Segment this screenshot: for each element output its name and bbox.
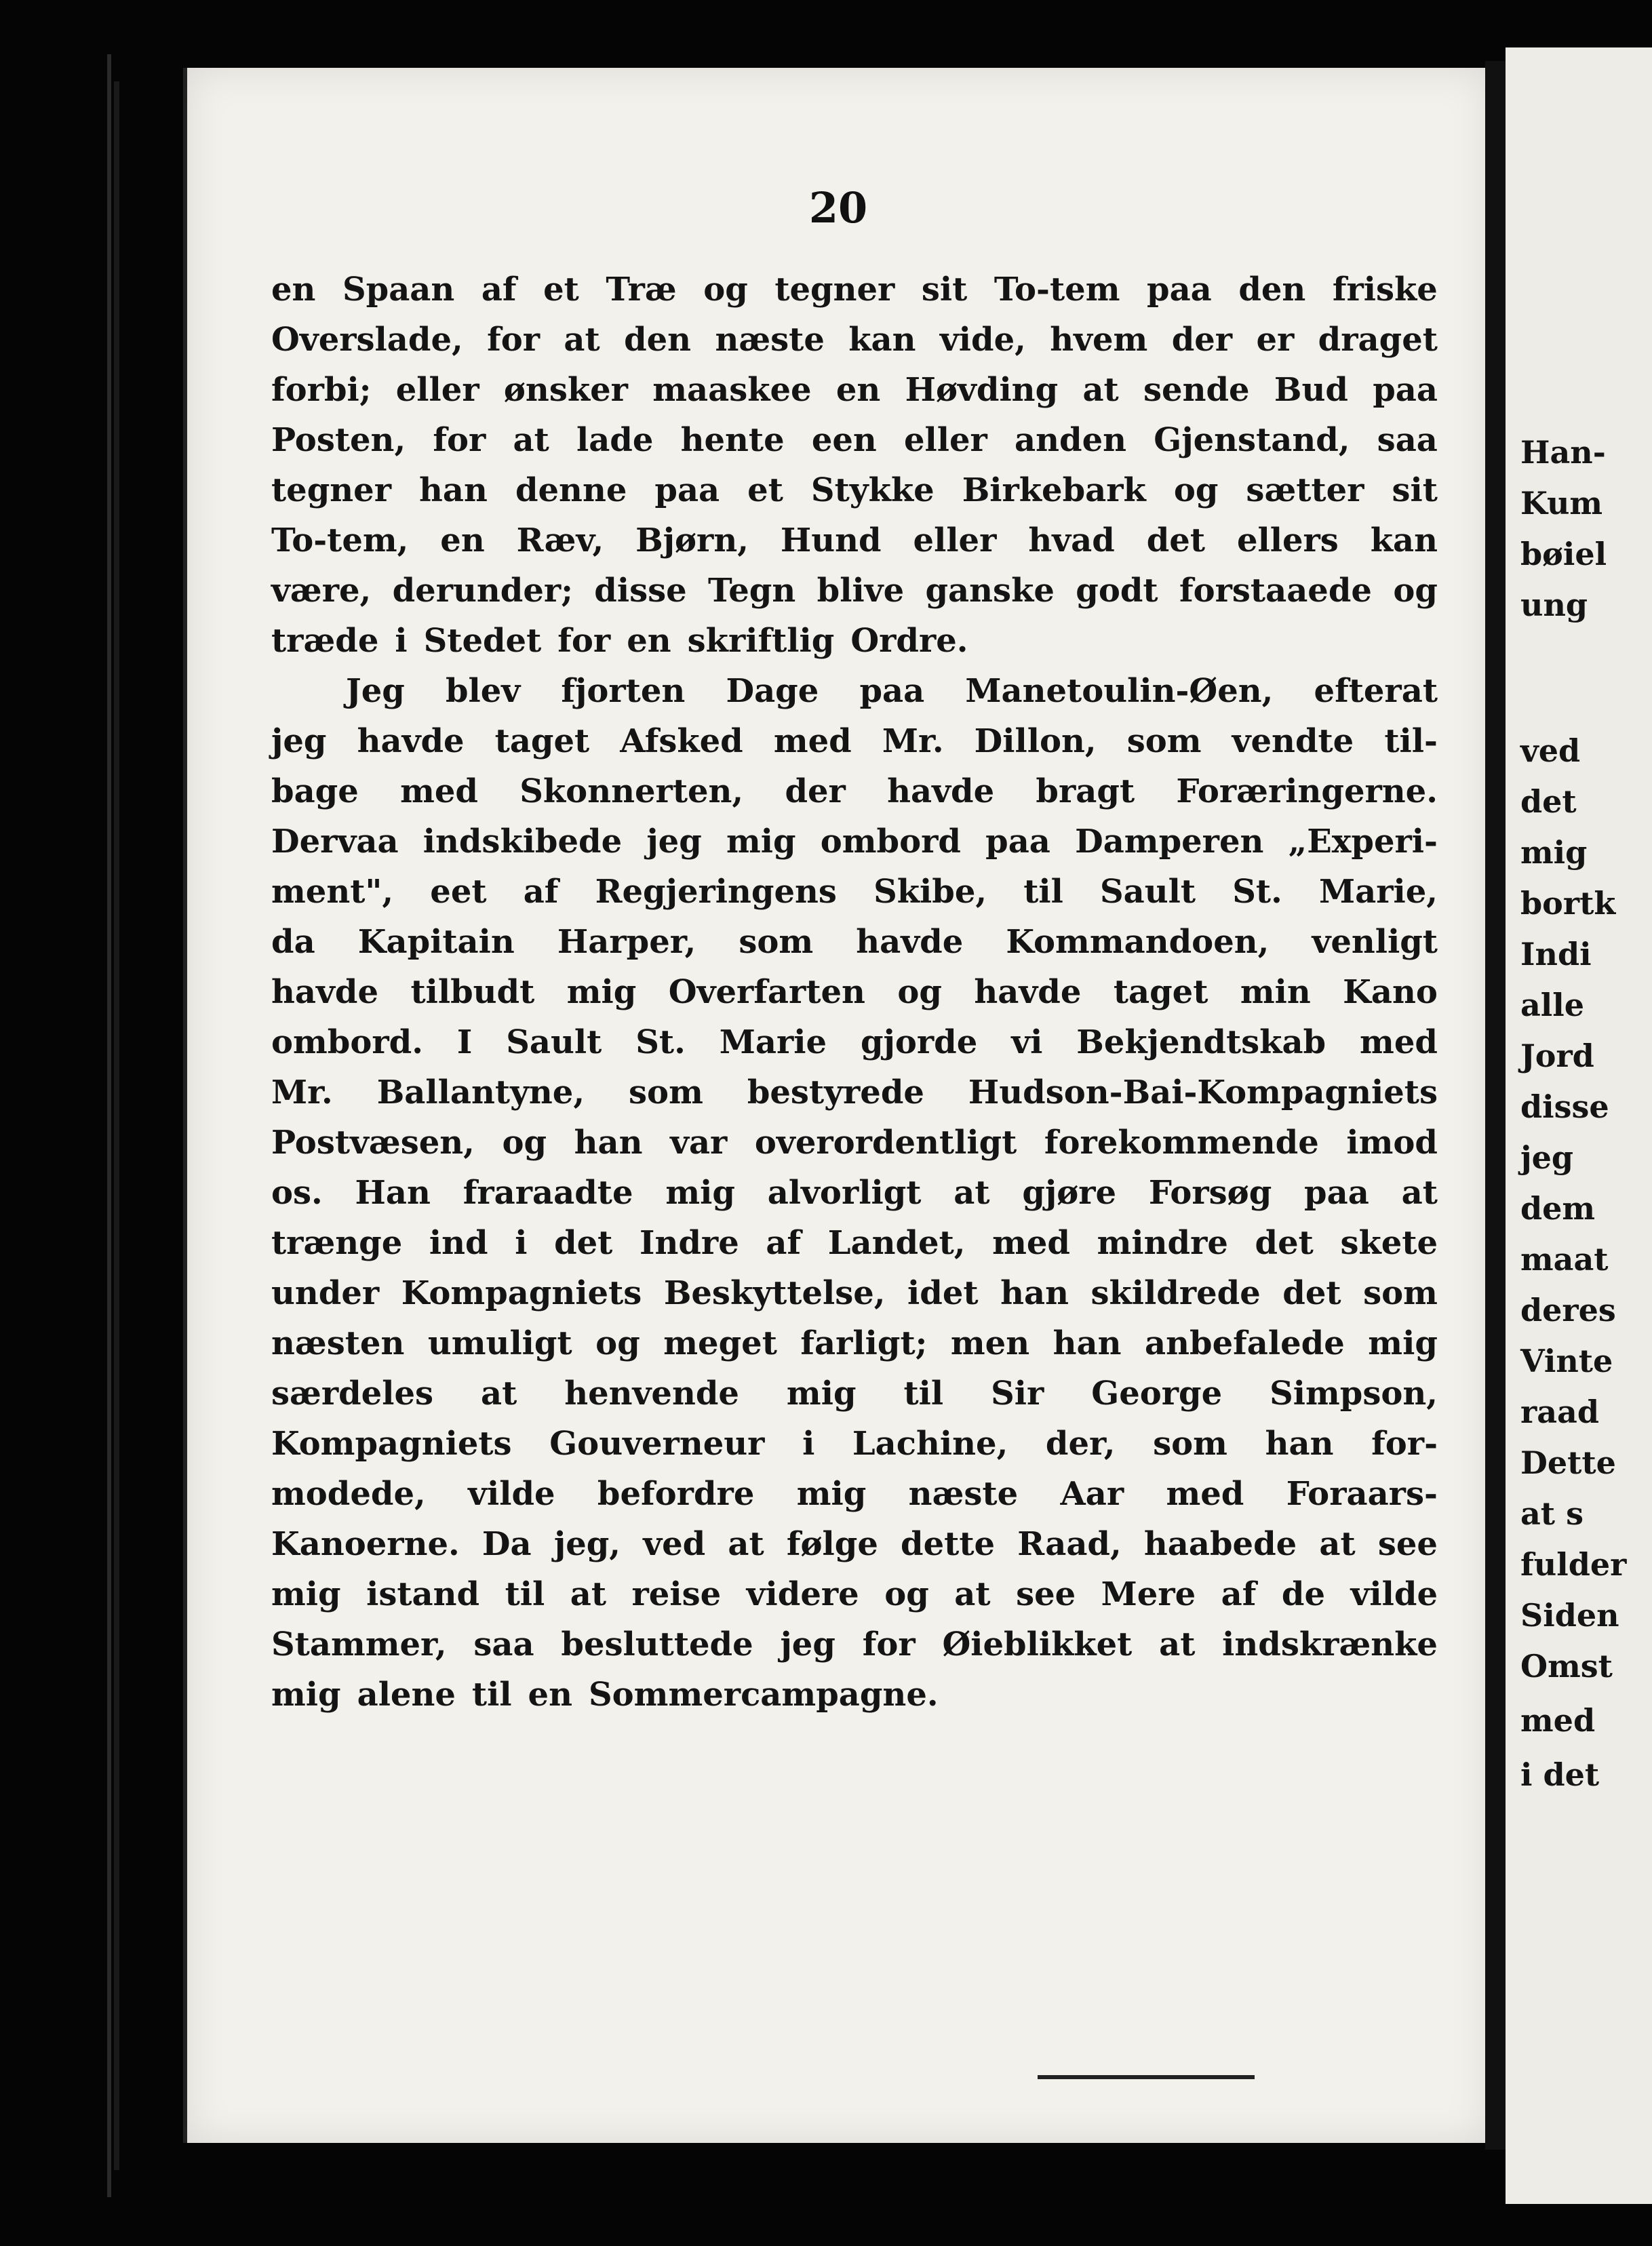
text-line: Postvæsen, og han var overordentligt forekommende imod [271,1124,1438,1162]
text-line: under Kompagniets Beskyttelse, idet han skildrede det som [271,1274,1438,1312]
text-line: tegner han denne paa et Stykke Birkebark og sætter sit [271,471,1438,509]
text-line: To-tem, en Ræv, Bjørn, Hund eller hvad det ellers kan [271,521,1438,559]
facing-page-fragment [1506,47,1652,2204]
text-line: Posten, for at lade hente een eller anden Gjenstand, saa [271,421,1438,459]
text-line: da Kapitain Harper, som havde Kommandoen, venligt [271,923,1438,961]
text-line: mig istand til at reise videre og at see Mere af de vilde [271,1575,1438,1613]
facing-page-line: Dette [1520,1444,1616,1481]
facing-page-line: Omst [1520,1648,1613,1684]
facing-page-line: i det [1520,1756,1600,1793]
text-line: jeg havde taget Afsked med Mr. Dillon, som vendte til- [271,722,1438,760]
facing-page-line: Siden [1520,1597,1619,1634]
facing-page-line: fulder [1520,1546,1627,1583]
facing-page-line: at s [1520,1495,1584,1532]
page-body-text [271,264,1438,1720]
text-line: ombord. I Sault St. Marie gjorde vi Bekjendtskab med [271,1023,1438,1061]
facing-page-line: bøiel [1520,536,1607,572]
section-end-rule [1038,2075,1255,2079]
text-line: Dervaa indskibede jeg mig ombord paa Damperen „Experi- [271,823,1438,861]
facing-page-line: raad [1520,1394,1600,1430]
text-line: næsten umuligt og meget farligt; men han anbefalede mig [271,1324,1438,1362]
binding-shadow [114,81,119,2170]
facing-page-line: Kum [1520,485,1603,521]
facing-page-line: jeg [1520,1139,1574,1176]
facing-page-line: Jord [1520,1038,1594,1074]
binding-edge-line [107,54,111,2197]
facing-page-line: bortk [1520,885,1616,922]
text-line: trænge ind i det Indre af Landet, med mindre det skete [271,1224,1438,1262]
facing-page-line: det [1520,783,1577,820]
text-line: os. Han fraraadte mig alvorligt at gjøre Forsøg paa at [271,1174,1438,1212]
facing-page-line: Indi [1520,936,1592,972]
text-line: Stammer, saa besluttede jeg for Øieblikket at indskrænke [271,1626,1438,1663]
facing-page-line: deres [1520,1292,1616,1328]
text-line: træde i Stedet for en skriftlig Ordre. [271,622,968,660]
facing-page-line: ung [1520,587,1588,623]
text-line: modede, vilde befordre mig næste Aar med Foraars- [271,1475,1438,1513]
text-line: mig alene til en Sommercampagne. [271,1676,939,1714]
facing-page-line: ved [1520,732,1581,769]
text-line: Kompagniets Gouverneur i Lachine, der, som han for- [271,1425,1438,1463]
facing-page-line: Vinte [1520,1343,1613,1379]
facing-page-line: dem [1520,1190,1596,1227]
text-line: Mr. Ballantyne, som bestyrede Hudson-Bai-Kompagniets [271,1073,1438,1111]
facing-page-line: Han- [1520,434,1606,471]
facing-page-line: alle [1520,987,1585,1023]
binding-gutter [95,54,122,2197]
text-line: Kanoerne. Da jeg, ved at følge dette Raad, haabede at see [271,1525,1438,1563]
text-line: særdeles at henvende mig til Sir George Simpson, [271,1375,1438,1413]
text-line: ment", eet af Regjeringens Skibe, til Sault St. Marie, [271,873,1438,911]
text-line: forbi; eller ønsker maaskee en Høvding at sende Bud paa [271,371,1438,409]
facing-page-line: disse [1520,1088,1609,1125]
facing-page-line: mig [1520,834,1588,871]
text-line: Jeg blev fjorten Dage paa Manetoulin-Øen, efterat [346,672,1438,710]
text-line: være, derunder; disse Tegn blive ganske godt forstaaede og [271,572,1438,610]
page-number: 20 [808,183,868,233]
facing-page-line: maat [1520,1241,1609,1278]
facing-page-line: med [1520,1702,1596,1739]
text-line: en Spaan af et Træ og tegner sit To-tem paa den friske [271,271,1438,309]
text-line: bage med Skonnerten, der havde bragt Foræringerne. [271,772,1438,810]
text-line: havde tilbudt mig Overfarten og havde taget min Kano [271,973,1438,1011]
page-fore-edge [1485,61,1506,2150]
text-line: Overslade, for at den næste kan vide, hvem der er draget [271,321,1438,359]
